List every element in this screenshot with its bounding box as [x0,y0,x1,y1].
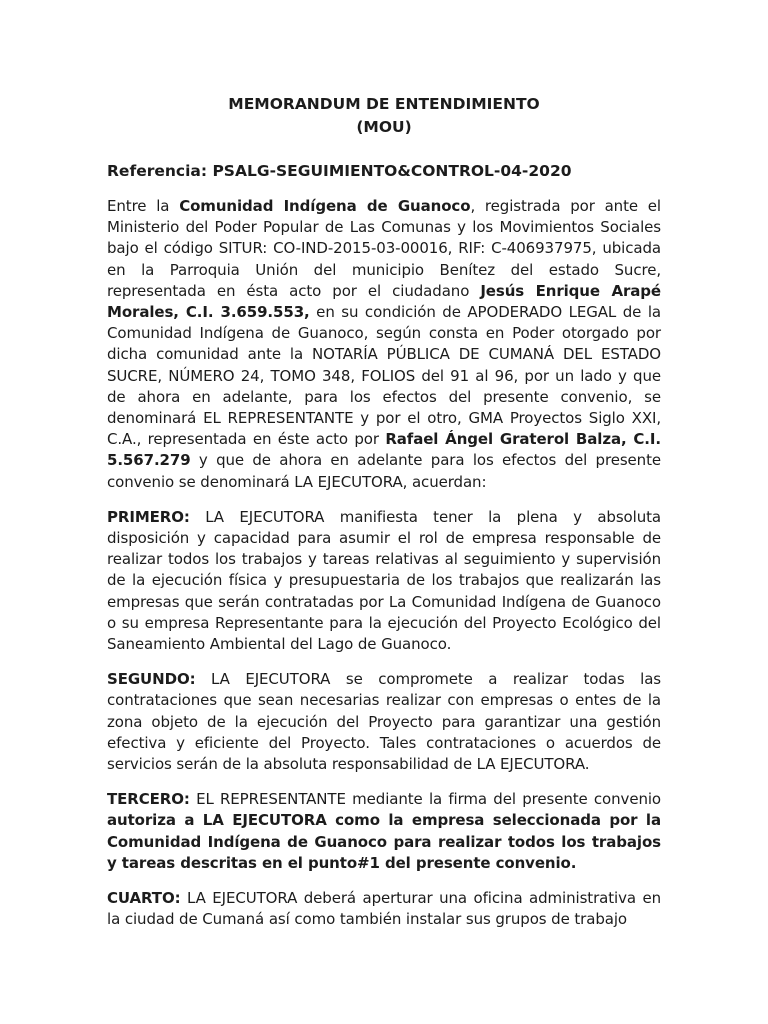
intro-text-2: , registrada por ante el Ministerio del Poder Popular de Las Comunas y los Movimientos Sociales bajo el código SITUR: CO-IND-2015-03-00016, RIF: C-406937975, ubicada en la Parroquia Unión del municipio Benítez del estado Sucre, representada en ésta acto por el ciudadano [107,197,661,300]
clause-primero [107,507,661,655]
intro-paragraph [107,196,661,493]
clause-tercero [107,789,661,874]
clause-segundo-text: LA EJECUTORA se compromete a realizar todas las contrataciones que sean necesarias realizar con empresas o entes de la zona objeto de la ejecución del Proyecto para garantizar una gestión efectiva y eficiente del Proyecto. Tales contrataciones o acuerdos de servicios serán de la absoluta responsabilidad de LA EJECUTORA. [107,670,661,774]
clause-cuarto-label: CUARTO: [107,889,181,908]
intro-text-3: en su condición de APODERADO LEGAL de la Comunidad Indígena de Guanoco, según consta en Poder otorgado por dicha comunidad ante la NOTARÍA PÚBLICA DE CUMANÁ DEL ESTADO SUCRE, NÚMERO 24, TOMO 348, FOLIOS del 91 al 96, por un lado y que de ahora en adelante, para los efectos del presente convenio, se denominará EL REPRESENTANTE y por el otro, GMA Proyectos Siglo XXI, C.A., representada en éste acto por [107,303,661,449]
representative-name: Jesús Enrique Arapé Morales, C.I. 3.659.553, [107,281,661,322]
intro-text-1: Entre la [107,197,180,215]
community-name: Comunidad Indígena de Guanoco [179,197,471,215]
reference-line: Referencia: PSALG-SEGUIMIENTO&CONTROL-04-2020 [107,162,572,180]
title-line-2: (MOU) [356,118,412,136]
title-line-1: MEMORANDUM DE ENTENDIMIENTO [228,95,540,113]
clause-cuarto [107,888,661,930]
document-title [107,93,661,139]
clause-tercero-text: EL REPRESENTANTE mediante la firma del presente convenio [189,790,661,809]
clause-tercero-bold: autoriza a LA EJECUTORA como la empresa seleccionada por la Comunidad Indígena de Guanoco para realizar todos los trabajos y tareas descritas en el punto#1 del presente convenio. [107,811,661,872]
clause-tercero-label: TERCERO: [107,790,190,809]
clause-segundo-label: SEGUNDO: [107,670,196,689]
intro-text-4: y que de ahora en adelante para los efectos del presente convenio se denominará LA EJECUTORA, acuerdan: [107,451,661,491]
clause-segundo [107,669,661,775]
clause-primero-text: LA EJECUTORA manifiesta tener la plena y absoluta disposición y capacidad para asumir el rol de empresa responsable de realizar todos los trabajos y tareas relativas al seguimiento y supervisión de la ejecución física y presupuestaria de los trabajos que realizarán las empresas que serán contratadas por La Comunidad Indígena de Guanoco o su empresa Representante para la ejecución del Proyecto Ecológico del Saneamiento Ambiental del Lago de Guanoco. [107,507,661,654]
executor-name: Rafael Ángel Graterol Balza, C.I. 5.567.279 [107,430,661,470]
clause-cuarto-text: LA EJECUTORA deberá aperturar una oficina administrativa en la ciudad de Cumaná así como también instalar sus grupos de trabajo [107,889,661,929]
clause-primero-label: PRIMERO: [107,507,190,526]
